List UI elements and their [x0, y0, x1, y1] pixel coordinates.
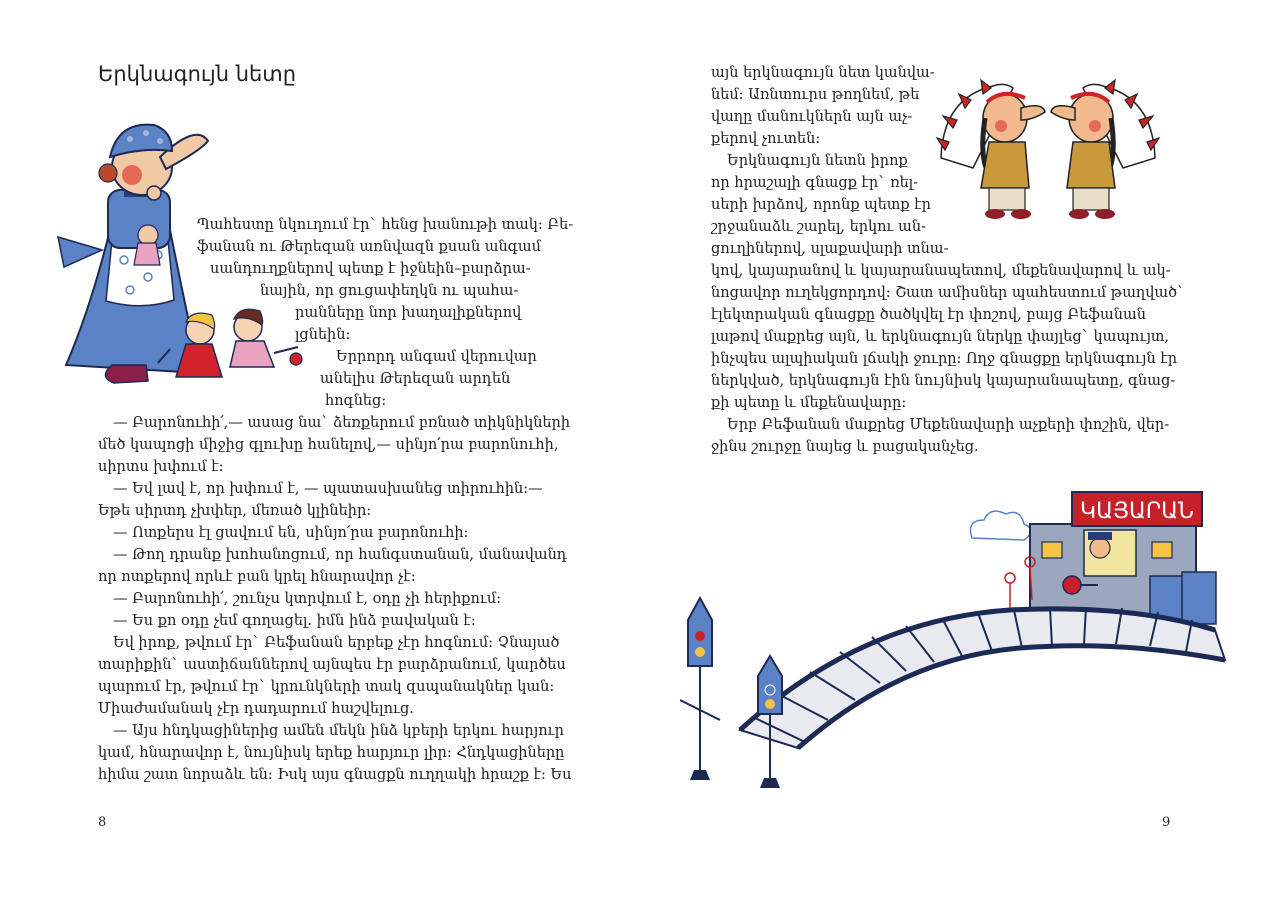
text-line: անելիս Թերեզան արդեն	[320, 371, 511, 387]
chapter-title: Երկնագույն նետը	[98, 62, 297, 86]
text-line: ներկված, երկնագույն էին նույնիսկ կայարանապետը, գնաց-	[711, 373, 1176, 389]
text-line: սանդուղքներով պետք է իջնեին–բարձրա-	[210, 261, 531, 277]
cloud-icon	[971, 511, 1032, 540]
text-line: — Թող դրանք խոհանոցում, որ հանգստանան, մանավանդ	[113, 547, 567, 563]
text-line: տարիքին` աստիճաններով այնպես էր բարձրանում, կարծես	[98, 657, 566, 673]
text-line: — Ես քո օդը չեմ գողացել. իմն ինձ բավական է:	[113, 613, 476, 629]
text-line: սիրտս խփում է:	[98, 459, 224, 475]
text-line: Երրորդ անգամ վերուվար	[336, 349, 537, 365]
text-line: ցուղիներով, սլաքավարի տնա-	[711, 241, 949, 257]
text-line: քերով չուտեն:	[711, 131, 821, 147]
text-line: վաղը մանուկներն այն աչ-	[711, 109, 913, 125]
text-line: ինչպես ալպիական լճակի ջուրը: Ողջ գնացքը երկնագույն էր	[711, 351, 1178, 367]
text-line: Միաժամանակ չէր դադարում հաշվելուց.	[98, 701, 414, 717]
station-sign: ԿԱՅԱՐԱՆ	[1080, 499, 1194, 524]
text-line: — Այս հնդկացիներից ամեն մեկն ինձ կբերի երկու հարյուր	[113, 723, 565, 739]
text-line: պարում էր, թվում էր` կրունկների տակ զսպանակներ կան:	[98, 679, 555, 695]
text-line: քի պետը և մեքենավարը:	[711, 395, 907, 411]
text-line: Եվ իրոք, թվում էր` Բեֆանան երբեք չէր հոգնում: Չնայած	[113, 635, 560, 651]
text-line: լցնեին:	[295, 327, 351, 343]
text-line: ջինս շուրջը նայեց և բացականչեց.	[711, 439, 979, 455]
text-line: — Բարոնուհի՛, շունչս կտրվում է, օդը չի հերիքում:	[113, 591, 502, 607]
text-line: նոցավոր ուղեկցորդով: Շատ ամիսներ պահեստում թաղված`	[711, 285, 1185, 301]
text-line: Երկնագույն նետն իրոք	[727, 153, 908, 169]
page-number: 8	[98, 815, 107, 830]
text-line: որ հրաշալի գնացք էր` ռել-	[711, 175, 919, 191]
text-line: հիմա շատ նորաձև են: Իսկ այս գնացքն ուղղակի հրաշք է: Ես	[98, 767, 572, 783]
text-line: — Ոտքերս էլ ցավում են, սինյո՛րա բարոնուհի:	[113, 525, 469, 541]
text-line: հոգնեց:	[325, 393, 387, 409]
text-line: րանները նոր խաղալիքներով	[295, 305, 522, 321]
text-line: Եթե սիրտդ չխփեր, մեռած կլինեիր:	[98, 503, 372, 519]
text-line: նեմ: Առնտուրս թողնեմ, թե	[711, 87, 920, 103]
station-and-track-illustration	[680, 480, 1235, 795]
text-line: նային, որ ցուցափեղկն ու պահա-	[260, 283, 519, 299]
text-line: Պահեստը նկուղում էր` հենց խանութի տակ: Բե-	[197, 217, 574, 233]
text-line: էլեկտրական գնացքը ծածկվել էր փոշով, բայց Բեֆանան	[711, 307, 1146, 323]
text-line: ֆանան ու Թերեզան առնվազն քսան անգամ	[197, 239, 541, 255]
text-line: — Բարոնուհի՛,— ասաց նա` ձեռքերում բռնած տիկնիկների	[113, 415, 571, 431]
page-number: 9	[1162, 815, 1171, 830]
text-line: կամ, հնարավոր է, նույնիսկ երեք հարյուր լիր: Հնդկացիները	[98, 745, 565, 761]
text-line: — Եվ լավ է, որ խփում է, — պատասխանեց տիրուհին:—	[113, 481, 543, 497]
left-page	[0, 0, 634, 900]
text-line: Երբ Բեֆանան մաքրեց Մեքենավարի աչքերի փոշին, վեր-	[727, 417, 1170, 433]
text-line: մեծ կապոցի միջից գլուխը հանելով,— սինյո՛րա բարոնուհի,	[98, 437, 559, 453]
text-line: կով, կայարանով և կայարանապետով, մեքենավարով և ակ-	[711, 263, 1171, 279]
text-line: որ ոտքերով որևէ բան կրել հնարավոր չէ:	[98, 569, 416, 585]
text-line: լաթով մաքրեց այն, և երկնագույն ներկը փայլեց` կապույտ,	[711, 329, 1170, 345]
text-line: շրջանաձև շարել, երկու ան-	[711, 219, 927, 235]
right-page	[635, 0, 1269, 900]
text-line: սերի խրձով, որոնք պետք էր	[711, 197, 931, 213]
text-line: այն երկնագույն նետ կանվա-	[711, 65, 935, 81]
indians-toys-illustration	[933, 58, 1163, 233]
